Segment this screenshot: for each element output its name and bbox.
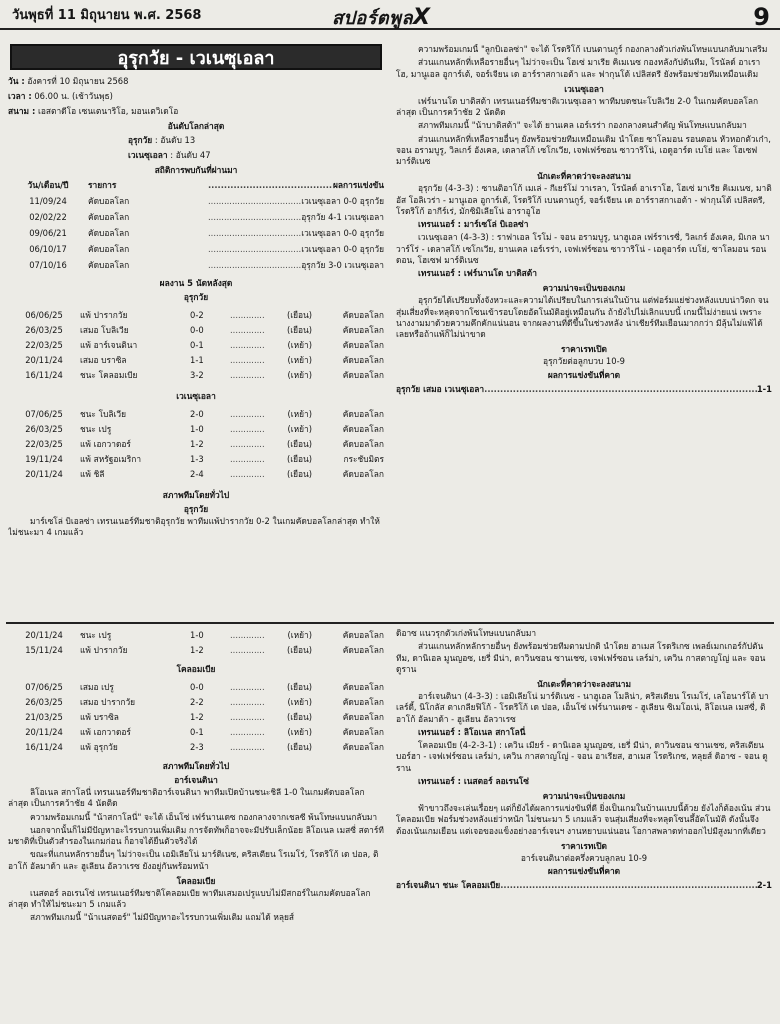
h2h-date: 06/10/17 — [29, 244, 67, 254]
paragraph: ส่วนแกนหลักที่เหลือรายอื่นๆ ไม่ว่าจะเป็น โฮเซ่ มาเรีย คิเมเนซ กองหลังกัปตันทีม, โรนัลด์ อาเราโฮ, มานูเอล อูการ์เต้, จอร์เจียน เด อาร์ราสกาเอต้า และ ฟากุนโด้ เปลิสตรี ยังพร้อมช่วยทีมเหมือนเดิม — [396, 57, 761, 79]
h2h-comp: คัดบอลโลก — [88, 212, 130, 222]
form-venue: (เยือน) — [286, 682, 312, 692]
leader-dots — [230, 740, 264, 755]
leader-dots — [230, 725, 264, 740]
form-comp: คัดบอลโลก — [342, 424, 384, 434]
lineup-away: เวเนซุเอลา (4-3-3) : ราฟาเอล โรโม่ - จอน อรามบูรู, นาฮูเอล เฟร์ราเรซี่, วิลเกร์ อังเคล, มิเกล นาวาร์โร่ - เดลาสโก้ เซโกเวีย, ยานเคล เอร์เรร่า, เจฟเฟร์ซอน ซาวาริโน่ - เอดูอาร์ด เบโย่, ซาโลมอน รอนดอน, โฮเซฟ มาร์ติเนซ — [396, 232, 770, 265]
section-divider — [6, 622, 774, 624]
general-title: สภาพทีมโดยทั่วไป — [162, 490, 230, 500]
preview-title: ความน่าจะเป็นของเกม — [542, 283, 626, 294]
form-score: 1-1 — [190, 355, 204, 365]
form-title: ผลงาน 5 นัดหลังสุด — [159, 278, 233, 288]
lineup-home: อุรุกวัย (4-3-3) : ซานติอาโก้ เมเล่ - กีเยร์โม่ วาเรลา, โรนัลด์ อาเราโฮ, โฮเซ่ มาเรีย คิเมเนซ, มาติอัส โอลิเวร่า - มานูเอล อูการ์เต้, โรดริโก้ เบนตานกูร์, จอร์เจียน เด อาร์ราสกาเอต้า - ฟากุนโด้ เปลิสตรี, โรดริโก้ อากีร์เร่, มักซิมิเลียโน่ อาราอูโฮ — [396, 183, 772, 216]
leader-dots — [230, 323, 264, 338]
form-venue: (เหย้า) — [287, 424, 312, 434]
form-date: 20/11/24 — [25, 727, 63, 737]
form-score: 0-0 — [190, 682, 204, 692]
h2h-title: สถิติการพบกันที่ผ่านมา — [154, 165, 238, 175]
form-row — [8, 680, 384, 695]
bottom-left-column — [8, 628, 384, 1020]
form-result: ชนะ เปรู — [80, 630, 112, 640]
form-result: แพ้ เอกวาดอร์ — [80, 727, 131, 737]
form-row — [8, 368, 384, 383]
leader-dots — [208, 225, 301, 241]
paragraph: ความพร้อมเกมนี้ "น้าสกาโลนี่" จะได้ เอ็นโซ่ เฟร์นานเดซ กองกลางจากเชลซี พ้นโทษแบนกลับมา — [30, 811, 378, 822]
form-score: 0-1 — [190, 340, 204, 350]
ranking-team: เวเนซุเอลา — [128, 150, 168, 160]
form-result: เสมอ เปรู — [80, 682, 114, 692]
lineup-home: อาร์เจนตินา (4-3-3) : เอมิเลียโน่ มาร์ติเนซ - นาฮูเอล โมลิน่า, คริสเตียน โรเมโร่, เลโอนาร์โด้ บาเลร์ดี้, นิโกลัส ตาเกลียฟิโก้ - โรดริโก้ เด ปอล, เอ็นโซ่ เฟร์นานเดซ - ฮูเลียน ซิเมโอเน่, ลิโอเนล เมสซี่, ติอาโก้ อัลมาด้า - ฮูเลียน อัลวาเรซ — [396, 691, 769, 724]
leader-dots — [484, 382, 757, 396]
general-paragraph: มาร์เซโล่ บิเอลซ่า เทรนเนอร์ทีมชาติอุรุกวัย พาทีมแพ้ปารากวัย 0-2 ในเกมคัดบอลโลกล่าสุด ทำให้ไม่ชนะมา 4 เกมแล้ว — [8, 516, 380, 538]
meta-label: วัน : — [8, 76, 25, 86]
form-venue: (เหย้า) — [287, 630, 312, 640]
form-comp: คัดบอลโลก — [342, 370, 384, 380]
newspaper-logo — [332, 3, 430, 32]
form-comp: คัดบอลโลก — [342, 712, 384, 722]
form-row — [8, 437, 384, 452]
h2h-result: อุรุกวัย 4-1 เวเนซุเอลา — [301, 212, 384, 222]
lineup-title: นักเตะที่คาดว่าจะลงสนาม — [537, 679, 631, 689]
form-date: 07/06/25 — [25, 409, 63, 419]
paragraph: สภาพทีมเกมนี้ "น้าบาติสต้า" จะได้ ยานเคล เอร์เรร่า กองกลางคนสำคัญ พ้นโทษแบนกลับมา — [418, 120, 747, 131]
form-result: แพ้ บราซิล — [80, 712, 119, 722]
meta-value: อังคารที่ 10 มิถุนายน 2568 — [27, 76, 129, 86]
match-banner: อุรุกวัย - เวเนซุเอลา — [10, 44, 382, 70]
form-date: 20/11/24 — [25, 469, 63, 479]
general-team-b: โคลอมเบีย — [176, 875, 216, 886]
form-comp: คัดบอลโลก — [342, 439, 384, 449]
form-row — [8, 323, 384, 338]
paragraph: ดิอาซ แนวรุกตัวเก่งพ้นโทษแบนกลับมา — [396, 628, 537, 638]
form-comp: คัดบอลโลก — [342, 645, 384, 655]
form-result: แพ้ อาร์เจนตินา — [80, 340, 138, 350]
form-score: 1-2 — [190, 712, 204, 722]
form-row — [8, 422, 384, 437]
leader-dots — [230, 695, 264, 710]
h2h-row — [8, 225, 384, 241]
predict-title: ผลการแข่งขันที่คาด — [547, 369, 621, 380]
form-score: 2-0 — [190, 409, 204, 419]
form-venue: (เหย้า) — [287, 370, 312, 380]
paragraph: ส่วนแกนหลักที่เหลือรายอื่นๆ ยังพร้อมช่วยทีมเหมือนเดิม นำโดย ซาโลมอน รอนดอน หัวหอกตัวเก๋า, จอน อรามบูรู, วิลเกร์ อังเคล, เดลาสโก้ เซโกเวีย, เจฟเฟร์ซอน ซาวาริโน่, เอดูอาร์ด เบโย่ และ โฮเซฟ มาร์ติเนซ — [396, 133, 771, 166]
meta-value: เอสตาดีโอ เซนเตนาริโอ, มอนเตวิเดโอ — [38, 106, 179, 116]
leader-dots — [230, 368, 264, 383]
form-result: แพ้ ชิลี — [80, 469, 105, 479]
meta-label: เวลา : — [8, 91, 32, 101]
predict-row — [396, 382, 772, 396]
form-result: ชนะ โคลอมเบีย — [80, 370, 138, 380]
form-date: 21/03/25 — [25, 712, 63, 722]
h2h-result: อุรุกวัย 3-0 เวเนซุเอลา — [301, 260, 384, 270]
logo-x: X — [412, 5, 431, 30]
form-row — [8, 452, 384, 467]
coach-away: เทรนเนอร์ : เฟร์นานโด บาติสต้า — [418, 268, 537, 278]
team-subhead: เวเนซุเอลา — [564, 83, 604, 94]
coach-away: เทรนเนอร์ : เนสตอร์ ลอเรนโซ่ — [418, 775, 529, 786]
general-team-a: อาร์เจนตินา — [174, 775, 218, 785]
form-date: 26/03/25 — [25, 424, 63, 434]
paragraph: เนสตอร์ ลอเรนโซ่ เทรนเนอร์ทีมชาติโคลอมเบีย พาทีมเสมอเปรูแบบไม่มีสกอร์ในเกมคัดบอลโลกล่าสุด ทำให้ไม่ชนะมา 5 เกมแล้ว — [8, 887, 371, 909]
h2h-comp: คัดบอลโลก — [88, 244, 130, 254]
form-result: แพ้ อุรุกวัย — [80, 742, 118, 752]
h2h-col-result: ผลการแข่งขัน — [333, 180, 384, 190]
h2h-result: เวเนซุเอลา 0-0 อุรุกวัย — [301, 244, 384, 254]
form-score: 0-0 — [190, 325, 204, 335]
form-date: 26/03/25 — [25, 325, 63, 335]
form-comp: กระชับมิตร — [343, 454, 384, 464]
form-date: 20/11/24 — [25, 355, 63, 365]
h2h-row — [8, 257, 384, 273]
form-venue: (เยือน) — [286, 439, 312, 449]
form-venue: (เยือน) — [286, 310, 312, 320]
paragraph: นอกจากนั้นก็ไม่มีปัญหาอะไรรบกวนเพิ่มเติม การจัดทัพก็อาจจะมีปรับเล็กน้อย ลิโอเนล เมสซี่ สตาร์ทีมชาติที่เป็นตัวสำรองในเกมก่อน ก็อาจได้ยืนตัวจริงได้ — [8, 824, 384, 846]
meta-stadium — [8, 104, 384, 119]
form-score: 2-3 — [190, 742, 204, 752]
h2h-date: 07/10/16 — [29, 260, 67, 270]
form-comp: คัดบอลโลก — [342, 310, 384, 320]
form-venue: (เยือน) — [286, 712, 312, 722]
form-row — [8, 338, 384, 353]
h2h-result: เวเนซุเอลา 0-0 อุรุกวัย — [301, 196, 384, 206]
form-result: เสมอ ปารากวัย — [80, 697, 136, 707]
form-score: 2-2 — [190, 697, 204, 707]
preview-paragraph: ฟ้าขาวถึงจะเล่นเรื่อยๆ แต่ก็ยังได้ผลการแข่งขันที่ดี ยิ่งเป็นเกมในบ้านแบบนี้ด้วย ยังไงก็ต้องเน้น ส่วนโคลอมเบีย ฟอร์มช่วงหลังแย่ว่าหนัก ไม่ชนะมา 5 เกมแล้ว จนสุ่มเสี่ยงที่จะหลุดโซนลึ้อัตโนมัติ ดังนั้นจึงต้องเน้นเกมเยือน แต่เจอของแข็งอย่างอาร์เจนฯ งานหยาบแน่นอน โอกาสพลาดท่าออกไปมีสูงมากที่เดียว — [396, 803, 771, 836]
form-result: แพ้ ปารากวัย — [80, 310, 128, 320]
form-date: 19/11/24 — [25, 454, 63, 464]
form-score: 0-2 — [190, 310, 204, 320]
form-venue: (เหย้า) — [287, 697, 312, 707]
ranking-row — [8, 133, 384, 148]
h2h-comp: คัดบอลโลก — [88, 228, 130, 238]
form-comp: คัดบอลโลก — [342, 682, 384, 692]
general-team: อุรุกวัย — [183, 504, 209, 514]
form-date: 22/03/25 — [25, 439, 63, 449]
predict-score: 2-1 — [756, 880, 772, 890]
form-comp: คัดบอลโลก — [342, 727, 384, 737]
meta-date — [8, 74, 384, 89]
lineup-title: นักเตะที่คาดว่าจะลงสนาม — [537, 171, 631, 182]
lineup-away: โคลอมเบีย (4-2-3-1) : เควิน เมียร์ - ดานิเอล มูนญอซ, เยรี่ มีน่า, ดาวินซอน ซานเชซ, คริสเตียน บอร์ฮา - เจฟเฟร์ซอน เลร์ม่า, เควิน กาสตาญโญ่ - จอน อาเรียส, ฮาเมส โรดริเกซ, หลุยส์ ดิอาซ - จอน ดูราน — [396, 740, 768, 773]
top-left-column — [8, 44, 384, 616]
ranking-value: : อันดับ 47 — [170, 150, 211, 160]
predict-label: อุรุกวัย เสมอ เวเนซุเอลา — [396, 383, 485, 394]
form-score: 1-0 — [190, 424, 204, 434]
paragraph: ลิโอเนล สกาโลนี่ เทรนเนอร์ทีมชาติอาร์เจนตินา พาทีมเปิดบ้านชนะชิลี 1-0 ในเกมคัดบอลโลกล่าสุด เป็นการคว้าชัย 4 นัดติด — [8, 787, 365, 809]
predict-score: 1-1 — [756, 383, 772, 394]
form-venue: (เหย้า) — [287, 340, 312, 350]
form-venue: (เยือน) — [286, 469, 312, 479]
form-score: 1-0 — [190, 630, 204, 640]
form-date: 16/11/24 — [25, 742, 63, 752]
paragraph: ความพร้อมเกมนี้ "ลูกบิเอลซ่า" จะได้ โรดริโก้ เบนตานกูร์ กองกลางตัวเก่งพ้นโทษแบนกลับมาเสริม — [418, 44, 768, 54]
ranking-title: อันดับโลกล่าสุด — [167, 121, 225, 131]
form-row — [8, 628, 384, 643]
top-right-column — [396, 44, 772, 616]
form-score: 2-4 — [190, 469, 204, 479]
h2h-row — [8, 209, 384, 225]
paragraph: สภาพทีมเกมนี้ "น้าเนสตอร์" ไม่มีปัญหาอะไรรบกวนเพิ่มเติม แถมได้ หลุยส์ — [30, 912, 295, 923]
form-comp: คัดบอลโลก — [342, 355, 384, 365]
form-date: 06/06/25 — [25, 310, 63, 320]
form-row — [8, 740, 384, 755]
leader-dots — [230, 643, 264, 658]
form-row — [8, 407, 384, 422]
meta-time — [8, 89, 384, 104]
form-venue: (เยือน) — [286, 325, 312, 335]
form-team2: เวเนซุเอลา — [176, 391, 216, 401]
preview-title: ความน่าจะเป็นของเกม — [542, 791, 626, 801]
form-row — [8, 725, 384, 740]
leader-dots — [230, 437, 264, 452]
form-date: 20/11/24 — [25, 630, 63, 640]
h2h-header — [8, 177, 384, 193]
form-score: 1-3 — [190, 454, 204, 464]
form-date: 22/03/25 — [25, 340, 63, 350]
h2h-date: 02/02/22 — [29, 212, 67, 222]
form-venue: (เหย้า) — [287, 727, 312, 737]
leader-dots — [500, 878, 757, 892]
ranking-row — [8, 148, 384, 163]
form-result: แพ้ เอกวาดอร์ — [80, 439, 131, 449]
form-row — [8, 695, 384, 710]
form-venue: (เยือน) — [286, 645, 312, 655]
predict-title: ผลการแข่งขันที่คาด — [547, 866, 621, 876]
h2h-comp: คัดบอลโลก — [88, 260, 130, 270]
form-comp: คัดบอลโลก — [342, 325, 384, 335]
form-result: ชนะ โบลิเวีย — [80, 409, 126, 419]
page-number: 9 — [753, 3, 770, 31]
h2h-col-date: วัน/เดือน/ปี — [27, 180, 69, 190]
leader-dots — [230, 467, 264, 482]
form-date: 15/11/24 — [25, 645, 63, 655]
form-result: เสมอ โบลิเวีย — [80, 325, 129, 335]
form-row — [8, 643, 384, 658]
paragraph: ขณะที่แกนหลักรายอื่นๆ ไม่ว่าจะเป็น เอมิเลียโน่ มาร์ติเนซ, คริสเตียน โรเมโร่, โรดริโก้ เด ปอล, ติอาโก้ อัลมาด้า และ ฮูเลียน อัลวาเรซ ยังอยู่กันพร้อมหน้า — [8, 849, 379, 871]
form-result: แพ้ สหรัฐอเมริกา — [80, 454, 142, 464]
form-score: 3-2 — [190, 370, 204, 380]
coach-home: เทรนเนอร์ : ลิโอเนล สกาโลนี่ — [418, 726, 526, 737]
form-result: เสมอ บราซิล — [80, 355, 127, 365]
leader-dots — [230, 407, 264, 422]
form-comp: คัดบอลโลก — [342, 742, 384, 752]
leader-dots — [230, 422, 264, 437]
form-row — [8, 710, 384, 725]
form-result: ชนะ เปรู — [80, 424, 112, 434]
form-date: 26/03/25 — [25, 697, 63, 707]
leader-dots — [208, 177, 333, 193]
leader-dots — [208, 209, 301, 225]
predict-row — [396, 878, 772, 892]
leader-dots — [208, 193, 301, 209]
ranking-value: : อันดับ 13 — [154, 135, 196, 145]
form-result: แพ้ ปารากวัย — [80, 645, 128, 655]
leader-dots — [230, 628, 264, 643]
preview-paragraph: อุรุกวัยได้เปรียบทั้งจังหวะและความได้เปรียบในการเล่นในบ้าน แต่ฟอร์มแย่ช่วงหลังแบบน่าวิตก จนสุ่มเสี่ยงที่จะหลุดจากโซนเข้ารอบโดยอัตโนมัติอยู่เหมือนกัน ถ้ายังไปไม่เลิกแบบนี้ เกมนี้ไม่ง่ายแน่ เพราะนางงามมาด้วยความคึกคักแน่นอน จากผลงานที่ดีขึ้นในช่วงหลัง น่าเชียร์ทีมเยือนมากกว่า มีลุ้นไม่แพ้ได้เลยหรือถ้าแพ้ก็ไม่น่าขาด — [396, 295, 769, 339]
leader-dots — [230, 452, 264, 467]
logo-text: สปอร์ตพูล — [332, 8, 413, 29]
form-comp: คัดบอลโลก — [342, 340, 384, 350]
h2h-date: 11/09/24 — [29, 196, 67, 206]
form-row — [8, 308, 384, 323]
leader-dots — [230, 338, 264, 353]
odds-title: ราคาเรทเปิด — [560, 840, 607, 851]
form-comp: คัดบอลโลก — [342, 630, 384, 640]
form-venue: (เยือน) — [286, 454, 312, 464]
form-comp: คัดบอลโลก — [342, 697, 384, 707]
form-comp: คัดบอลโลก — [342, 409, 384, 419]
odds-value: อาร์เจนตินาต่อครึ่งควบลูกลบ 10-9 — [520, 852, 648, 863]
form-venue: (เยือน) — [286, 742, 312, 752]
coach-home: เทรนเนอร์ : มาร์เซโล่ บิเอลซ่า — [418, 219, 529, 229]
meta-value: 06.00 น. (เช้าวันพุธ) — [34, 91, 113, 101]
leader-dots — [230, 308, 264, 323]
paragraph: เฟร์นานโด บาติสต้า เทรนเนอร์ทีมชาติเวเนซุเอลา พาทีมบดชนะโบลิเวีย 2-0 ในเกมคัดบอลโลกล่าสุด เป็นการคว้าชัย 2 นัดติด — [396, 95, 759, 117]
ranking-team: อุรุกวัย — [128, 135, 153, 145]
form-row — [8, 353, 384, 368]
leader-dots — [208, 241, 301, 257]
masthead — [0, 0, 780, 30]
form-score: 1-2 — [190, 439, 204, 449]
h2h-row — [8, 241, 384, 257]
odds-title: ราคาเรทเปิด — [560, 344, 607, 355]
leader-dots — [230, 680, 264, 695]
leader-dots — [230, 353, 264, 368]
form-date: 16/11/24 — [25, 370, 63, 380]
odds-value: อุรุกวัยต่อลูกบวบ 10-9 — [543, 356, 625, 367]
form-venue: (เหย้า) — [287, 409, 312, 419]
issue-date: วันพุธที่ 11 มิถุนายน พ.ศ. 2568 — [12, 8, 202, 23]
leader-dots — [208, 257, 301, 273]
leader-dots — [230, 710, 264, 725]
form-venue: (เหย้า) — [287, 355, 312, 365]
h2h-result: เวเนซุเอลา 0-0 อุรุกวัย — [301, 228, 384, 238]
predict-label: อาร์เจนตินา ชนะ โคลอมเบีย — [396, 880, 501, 890]
meta-label: สนาม : — [8, 106, 36, 116]
h2h-row — [8, 193, 384, 209]
form-comp: คัดบอลโลก — [342, 469, 384, 479]
form-score: 0-1 — [190, 727, 204, 737]
h2h-comp: คัดบอลโลก — [88, 196, 130, 206]
form-score: 1-2 — [190, 645, 204, 655]
h2h-date: 09/06/21 — [29, 228, 67, 238]
paragraph: ส่วนแกนหลักหลักรายอื่นๆ ยังพร้อมช่วยทีมตามปกติ นำโดย ฮาเมส โรดริเกซ เพลย์เมกเกอร์กัปตันทีม, ดานิเอล มูนญอซ, เยรี่ มีน่า, ดาวินซอน ซานเชซ, เจฟเฟร์ซอน เลร์ม่า, เควิน กาสตาญโญ่ และ จอน ดูราน — [396, 641, 766, 674]
form-date: 07/06/25 — [25, 682, 63, 692]
form-team1: อุรุกวัย — [183, 292, 209, 302]
form-team2: โคลอมเบีย — [176, 664, 216, 674]
general-title: สภาพทีมโดยทั่วไป — [162, 761, 230, 771]
h2h-col-comp: รายการ — [88, 180, 117, 190]
form-row — [8, 467, 384, 482]
bottom-right-column — [396, 628, 772, 1020]
